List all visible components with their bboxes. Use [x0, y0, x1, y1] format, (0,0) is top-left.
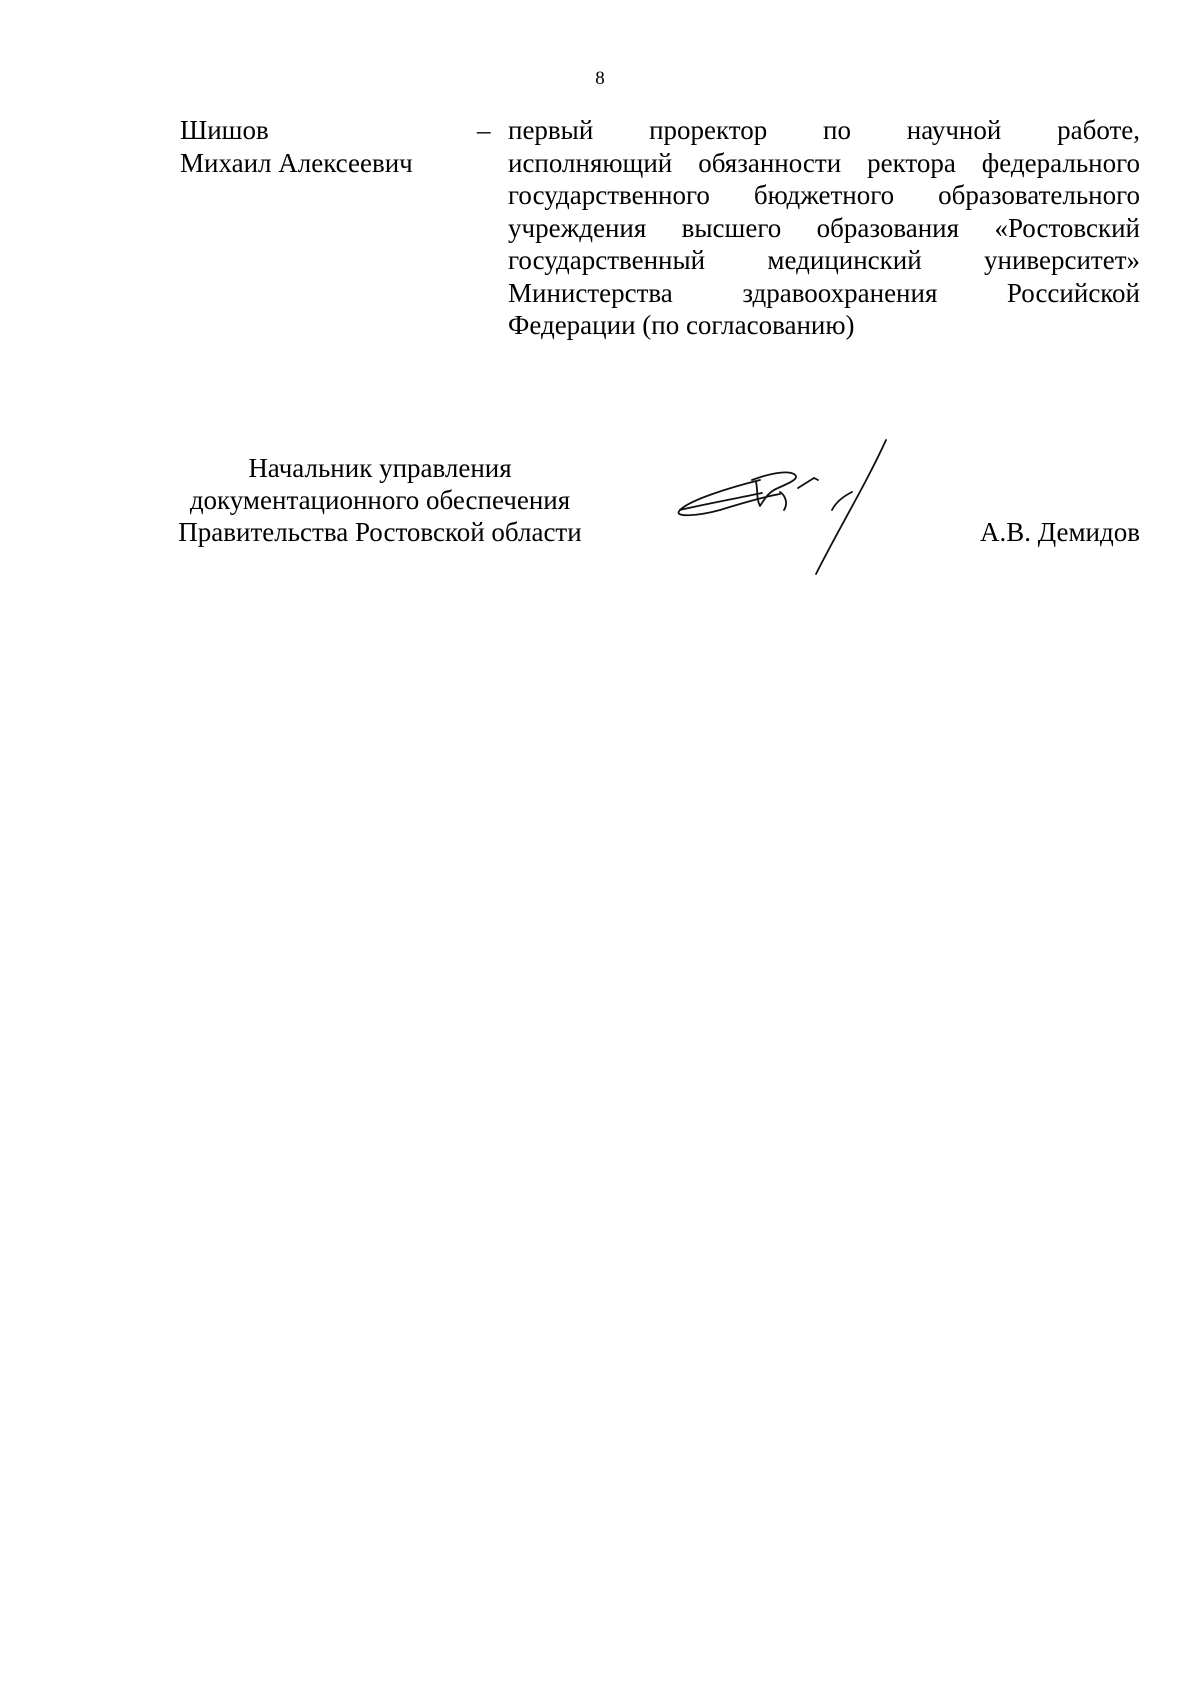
member-description-line: учреждения высшего образования «Ростовский — [508, 212, 1140, 243]
member-given-names: Михаил Алексеевич — [180, 147, 413, 178]
member-description-line: государственный медицинский университет» — [508, 245, 1140, 275]
handwritten-signature — [668, 430, 928, 600]
signatory-title — [160, 452, 600, 548]
member-dash: – — [477, 115, 491, 145]
member-description-line: Министерства здравоохранения Российской — [508, 277, 1140, 308]
signatory-title-line: Начальник управления — [248, 453, 512, 483]
page-number: 8 — [595, 68, 605, 89]
signatory-title-line: Правительства Ростовской области — [178, 517, 582, 547]
member-surname: Шишов — [180, 115, 269, 145]
member-description — [508, 114, 1140, 342]
member-description-line: исполняющий обязанности ректора федерального — [508, 147, 1140, 178]
member-name — [180, 114, 480, 179]
member-description-line: Федерации (по согласованию) — [508, 310, 855, 340]
member-description-line: государственного бюджетного образовательного — [508, 180, 1140, 210]
signatory-title-line: документационного обеспечения — [189, 485, 571, 515]
member-description-line: первый проректор по научной работе, — [508, 115, 1140, 145]
signatory-name: А.В. Демидов — [979, 517, 1140, 547]
